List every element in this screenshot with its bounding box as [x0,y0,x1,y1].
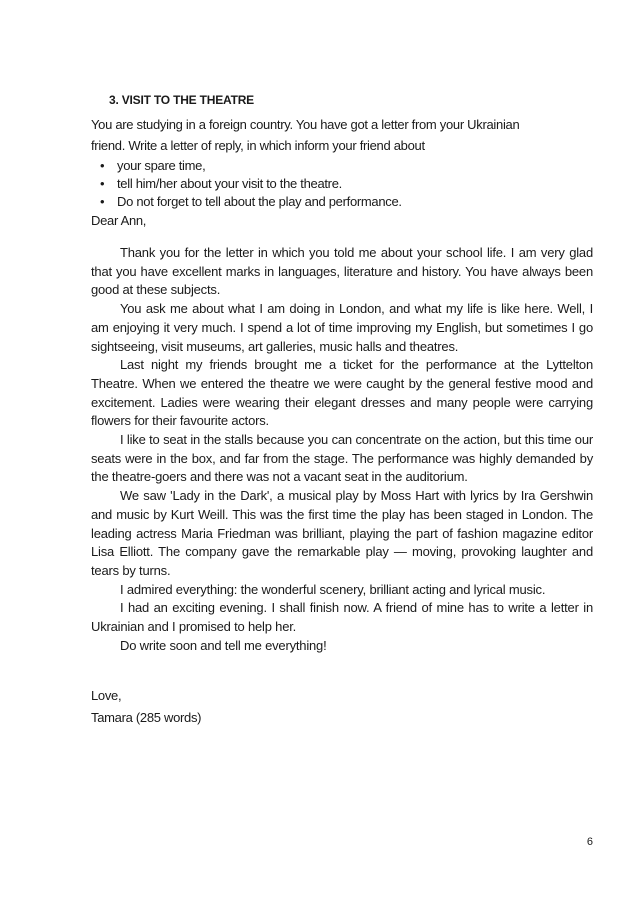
bullet-item: • tell him/her about your visit to the theatre. [100,175,402,193]
letter-body [91,244,593,655]
letter-paragraph: I like to seat in the stalls because you can concentrate on the action, but this time our seats were in the box, and far from the stage. The performance was highly demanded by the theatre-goers and there was not a vacant seat in the auditorium. [91,432,593,485]
bullet-item: • your spare time, [100,157,402,175]
letter-paragraph: Do write soon and tell me everything! [120,637,327,653]
letter-paragraph: We saw 'Lady in the Dark', a musical play by Moss Hart with lyrics by Ira Gershwin and music by Kurt Weill. This was the first time the play has been staged in London. The leading actress Maria Friedman was brilliant, playing the part of fashion magazine editor Lisa Elliott. The company gave the remarkable play — moving, provoking laughter and tears by turns. [91,488,593,578]
letter-greeting: Dear Ann, [91,213,147,228]
letter-paragraph: You ask me about what I am doing in London, and what my life is like here. Well, I am enjoying it very much. I spend a lot of time improving my English, but sometimes I go sightseeing, visit museums, art galleries, music halls and theatres. [91,301,593,354]
letter-paragraph: I admired everything: the wonderful scenery, brilliant acting and lyrical music. [120,581,546,597]
letter-closing: Love, [91,688,122,703]
task-line-2: friend. Write a letter of reply, in which inform your friend about [91,138,425,153]
section-heading: 3. VISIT TO THE THEATRE [109,93,254,107]
letter-paragraph: Last night my friends brought me a ticket for the performance at the Lyttelton Theatre. When we entered the theatre we were caught by the general festive mood and excitement. Ladies were wearing their elegant dresses and many people were carrying flowers for their favourite actors. [91,357,593,429]
letter-paragraph: I had an exciting evening. I shall finish now. A friend of mine has to write a letter in Ukrainian and I promised to help her. [91,600,593,635]
bullet-item: • Do not forget to tell about the play and performance. [100,193,402,211]
letter-signature: Tamara (285 words) [91,710,202,725]
task-line-1: You are studying in a foreign country. You have got a letter from your Ukrainian [91,117,520,132]
page-number: 6 [586,836,593,848]
task-bullet-list [100,157,402,211]
letter-paragraph: Thank you for the letter in which you told me about your school life. I am very glad that you have excellent marks in languages, literature and history. You have always been good at these subjects. [91,245,593,298]
